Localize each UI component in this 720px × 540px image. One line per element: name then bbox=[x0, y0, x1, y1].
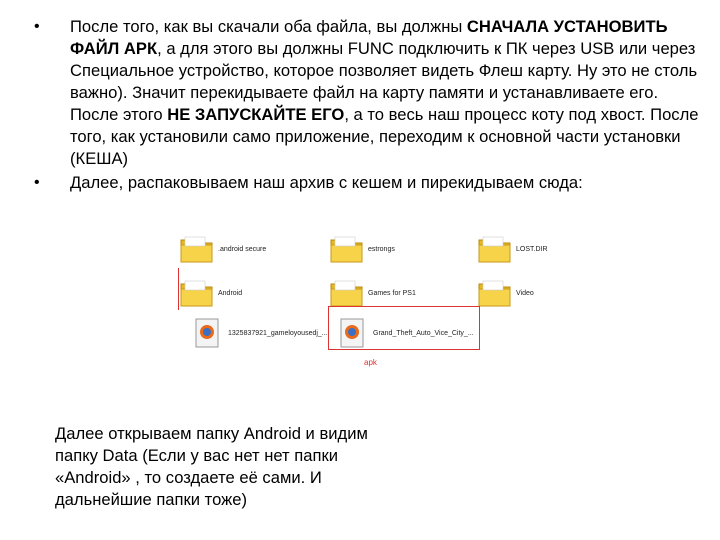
text-run: После того, как вы скачали оба файла, вы должны bbox=[70, 17, 467, 36]
bullet-symbol: • bbox=[34, 174, 40, 191]
item-name: Games for PS1 bbox=[368, 290, 416, 297]
folder-item[interactable] bbox=[178, 276, 318, 312]
apk-label: apk bbox=[364, 358, 377, 367]
item-name: .android secure bbox=[218, 246, 267, 253]
highlight-line-left bbox=[178, 268, 179, 310]
item-name: LOST.DIR bbox=[516, 246, 548, 253]
bold-text: НЕ ЗАПУСКАЙТЕ ЕГО bbox=[167, 105, 345, 124]
text-run: , а для этого вы должны FUNC подключить к ПК через USB или через Специальное устройство, которое позволяет видеть Флеш карту. Ну это не столь важно). Значит перекидываете файл на карту памяти и устанавливаете его. После этого bbox=[70, 39, 698, 124]
bullet-list bbox=[34, 16, 704, 196]
bullet-item bbox=[34, 172, 704, 194]
folder-icon bbox=[328, 232, 366, 266]
bullet-symbol: • bbox=[34, 18, 40, 35]
folder-item[interactable] bbox=[476, 232, 616, 268]
folder-item[interactable] bbox=[476, 276, 616, 312]
file-manager-screenshot bbox=[178, 232, 550, 372]
bullet-item bbox=[34, 16, 704, 170]
firefox-file-icon bbox=[188, 316, 226, 350]
item-name: Grand_Theft_Auto_Vice_City_... bbox=[373, 330, 474, 337]
folder-icon bbox=[476, 276, 514, 310]
note-text: Далее открываем папку Android и видим папку Data (Если у вас нет нет папки «Android» , то создаете её сами. И дальнейшие папки тоже) bbox=[55, 424, 368, 509]
file-item[interactable] bbox=[188, 316, 328, 352]
item-name: Video bbox=[516, 290, 534, 297]
folder-icon bbox=[476, 232, 514, 266]
text-run: Далее, распаковываем наш архив с кешем и пирекидываем сюда: bbox=[70, 173, 583, 192]
apk-highlight-box bbox=[328, 306, 480, 350]
text-run: , а то весь наш процесс коту под хвост. После того, как установили само приложение, переходим к основной части установки (КЕША) bbox=[70, 105, 699, 168]
bold-text: СНАЧАЛА УСТАНОВИТЬ ФАЙЛ АРК bbox=[70, 17, 668, 58]
folder-item[interactable] bbox=[178, 232, 318, 268]
folder-icon bbox=[328, 276, 366, 310]
item-name: 1325837921_gameloyousedj_... bbox=[228, 330, 328, 337]
folder-icon bbox=[178, 276, 216, 310]
folder-icon bbox=[178, 232, 216, 266]
item-name: Android bbox=[218, 290, 243, 297]
folder-item[interactable] bbox=[328, 232, 468, 268]
item-name: estrongs bbox=[368, 246, 395, 253]
